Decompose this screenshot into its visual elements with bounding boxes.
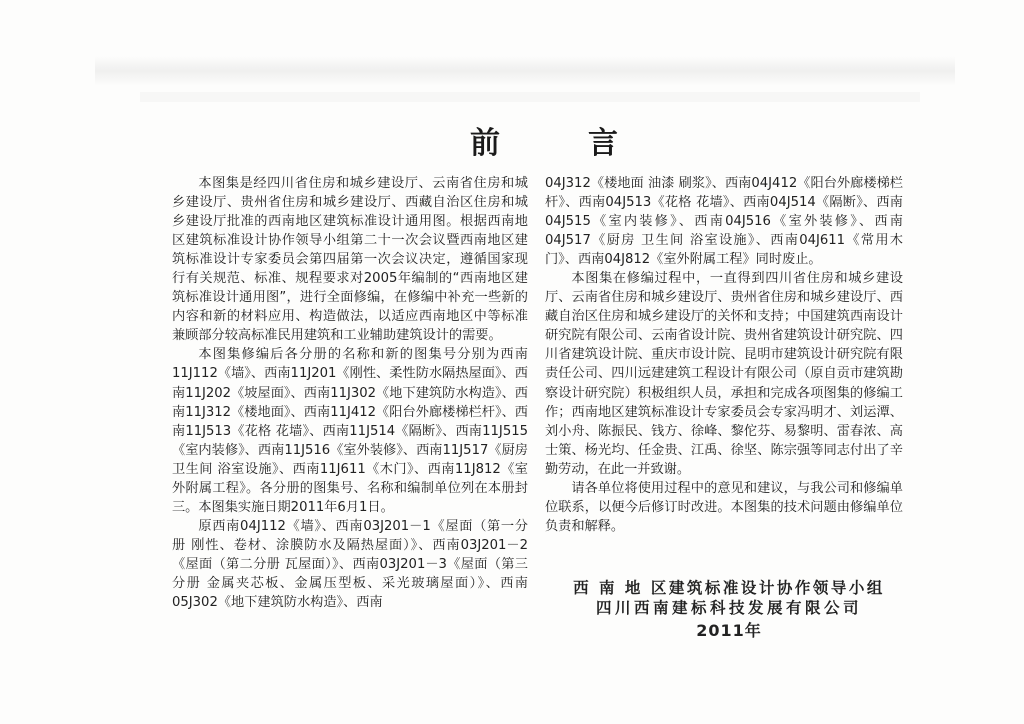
title-char-2: 言 [588,126,620,161]
paragraph-superseded-cont: 04J312《楼地面 油漆 刷浆》、西南04J412《阳台外廊楼梯栏杆》、西南04J513《花格 花墙》、西南04J514《隔断》、西南04J515《室内装修》、西南04J516《室外装修》、西南04J517《厨房 卫生间 浴室设施》、西南04J611《常用木门》、西南04J812《室外附属工程》同时废止。 [545,176,903,268]
right-column [545,174,903,536]
scan-artifact [95,56,955,86]
signature-org-2: 四川西南建标科技发展有限公司 [595,599,862,617]
paragraph-acknowledgement: 本图集在修编过程中，一直得到四川省住房和城乡建设厅、云南省住房和城乡建设厅、贵州省住房和城乡建设厅、西藏自治区住房和城乡建设厅的关怀和支持；中国建筑西南设计研究院有限公司、云南省设计院、贵州省建筑设计研究院、四川省建筑设计院、重庆市设计院、昆明市建筑设计研究院有限责任公司、四川远建建筑工程设计有限公司（原自贡市建筑勘察设计研究院）积极组织人员，承担和完成各项图集的修编工作；西南地区建筑标准设计专家委员会专家冯明才、刘运潭、刘小舟、陈振民、钱方、徐峰、黎佗芬、易黎明、雷春浓、高士策、杨光均、任金贵、江禹、徐坚、陈宗强等同志付出了辛勤劳动，在此一并致谢。 [545,271,903,477]
left-column [172,174,528,612]
title-char-1: 前 [470,126,502,161]
paragraph-feedback: 请各单位将使用过程中的意见和建议，与我公司和修编单位联系，以便今后修订时改进。本图集的技术问题由修编单位负责和解释。 [545,480,903,534]
paragraph-volume-list: 本图集修编后各分册的名称和新的图集号分别为西南11J112《墙》、西南11J201《刚性、柔性防水隔热屋面》、西南11J202《坡屋面》、西南11J302《地下建筑防水构造》、西南11J312《楼地面》、西南11J412《阳台外廊楼梯栏杆》、西南11J513《花格 花墙》、西南11J514《隔断》、西南11J515《室内装修》、西南11J516《室外装修》、西南11J517《厨房 卫生间 浴室设施》、西南11J611《木门》、西南11J812《室外附属工程》。各分册的图集号、名称和编制单位列在本册封三。本图集实施日期2011年6月1日。 [172,347,528,515]
scan-artifact [140,92,920,102]
signature-year: 2011年 [696,621,762,640]
signature-org-1: 西 南 地 区建筑标准设计协作领导小组 [573,579,885,597]
paragraph-intro: 本图集是经四川省住房和城乡建设厅、云南省住房和城乡建设厅、贵州省住房和城乡建设厅、西藏自治区住房和城乡建设厅批准的西南地区建筑标准设计通用图。根据西南地区建筑标准设计协作领导小组第二十一次会议暨西南地区建筑标准设计专家委员会第四届第一次会议决定，遵循国家现行有关规范、标准、规程要求对2005年编制的“西南地区建筑标准设计通用图”，进行全面修编，在修编中补充一些新的内容和新的材料应用、构造做法，以适应西南地区中等标准兼顾部分较高标准民用建筑和工业辅助建筑设计的需要。 [172,176,528,344]
paragraph-superseded: 原西南04J112《墙》、西南03J201－1《屋面（第一分册 刚性、卷材、涂膜防水及隔热屋面）》、西南03J201－2《屋面（第二分册 瓦屋面）》、西南03J201－3《屋面（第三分册 金属夹芯板、金属压型板、采光玻璃屋面）》、西南05J302《地下建筑防水构造》、西南 [172,518,528,611]
page-title [470,118,620,162]
